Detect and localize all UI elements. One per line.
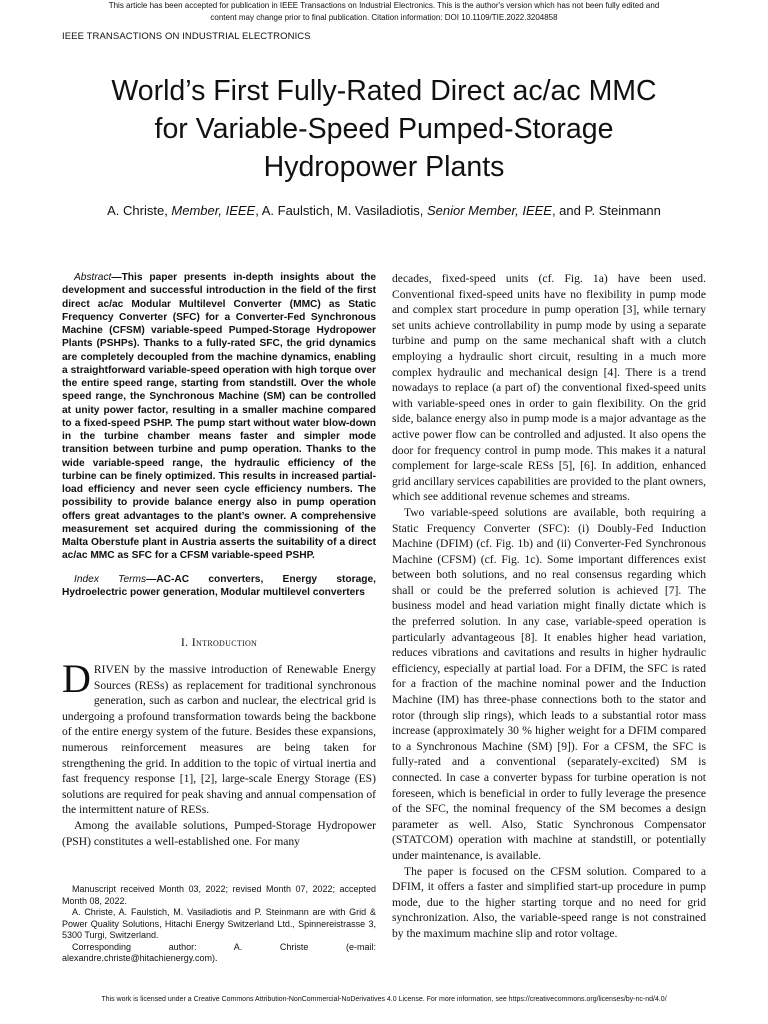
journal-name: IEEE TRANSACTIONS ON INDUSTRIAL ELECTRONICS	[62, 31, 311, 42]
right-column	[392, 271, 706, 942]
section-heading	[62, 635, 376, 650]
abstract	[62, 271, 376, 563]
title-line-2: for Variable-Speed Pumped-Storage	[154, 113, 614, 145]
drop-cap: D	[62, 656, 91, 701]
author-2-3: , A. Faulstich, M. Vasiladiotis,	[255, 203, 427, 218]
author-4: , and P. Steinmann	[551, 203, 661, 218]
intro-paragraph-1-text: RIVEN by the massive introduction of Renewable Energy Sources (RESs) as replacement for traditional synchronous generation, such as carbon and nuclear, the electrical grid is undergoing a profound transformation towards being the backbone of the entire energy system of the future. Besides these expansions, numerous reinforcement measures are being taken for strengthening the grid. In addition to the topic of virtual inertia and fast frequency response [1], [2], large-scale Energy Storage (ES) solutions are required for peak shaving and annual compensation of the intermittent nature of RESs.	[62, 663, 376, 817]
right-paragraph-2: Two variable-speed solutions are available, both requiring a Static Frequency Converter (SFC): (i) Doubly-Fed Induction Machine (DFIM) (cf. Fig. 1b) and (ii) Converter-Fed Synchronous Machine (CFSM) (cf. Fig. 1c). Some important differences exist between both solutions, and no real consensus regarding which shall or could be the preferred solution is achieved [7]. The business model and head variation might finally dictate which is the preferred solution. In any case, variable-speed operation is particularly advantageous [8]. It enables higher head variation, reduces vibrations and cavitations and results in higher hydraulic efficiency, especially at partial load. For a DFIM, the SFC is rated for a fraction of the machine nominal power and the Induction Machine (IM) has three-phase connections both to the stator and rotor (through slip rings), which leads to a substantial rotor mass increase (approximately 30 % higher weight for a DFIM compared to a Synchronous Machine (SM) [9]). For a CFSM, the SFC is fully-rated and a conventional (separately-excited) SM is connected. In case a converter bypass for turbine operation is not foreseen, which is beneficial in order to fully leverage the presence of the SFC, the nominal frequency of the SM becomes a design parameter as well. Also, Static Synchronous Compensator (STATCOM) operation with machine at standstill, or potentially under maintenance, is available.	[392, 505, 706, 862]
index-terms	[62, 573, 376, 600]
footnote-corresponding: Corresponding author: A. Christe (e-mail: alexandre.christe@hitachienergy.com).	[62, 941, 376, 963]
paper-title	[40, 72, 728, 186]
author-3-role: Senior Member, IEEE	[426, 203, 552, 218]
footnote-received: Manuscript received Month 03, 2022; revised Month 07, 2022; accepted Month 08, 2022.	[62, 884, 376, 906]
footnote	[62, 884, 376, 965]
notice-line-2: content may change prior to final publication. Citation information: DOI 10.1109/TIE.2022.3204858	[210, 13, 558, 22]
publication-notice	[0, 0, 768, 24]
author-1-role: Member, IEEE	[171, 203, 256, 218]
right-paragraph-3: The paper is focused on the CFSM solution. Compared to a DFIM, it offers a faster and simplified start-up procedure in pump mode, due to the higher starting torque and no need for grid synchronization. Also, the variable-speed range is not constrained by the maximum machine slip and rotor voltage.	[392, 864, 706, 940]
abstract-text: —This paper presents in-depth insights about the development and successful introduction in the field of the first direct ac/ac Modular Multilevel Converter (MMC) as Static Frequency Converter (SFC) for a Converter-Fed Synchronous Machine (CFSM) variable-speed Pumped-Storage Hydropower Plants (PSHPs). Thanks to a fully-rated SFC, the grid dynamics are completely decoupled from the machine dynamics, enabling a straightforward variable-speed operation with high torque over the entire speed range, starting from standstill. Over the whole speed range, the Synchronous Machine (SM) can be controlled at unity power factor, resulting in a smaller machine compared to a fixed-speed PSHP. The pump start without water blow-down in the turbine chamber means faster and simpler mode transition between turbine and pump operation. Thanks to the wide variable-speed range, the hydraulic efficiency of the turbine can be finely optimized. This results in increased partial-load efficiency and never seen cycle efficiency numbers. The possibility to provide balance energy also in pump operation offers great advantages to the plant’s owner. A comprehensive measurement set acquired during the commissioning of the Malta Oberstufe plant in Austria asserts the suitability of a direct ac/ac MMC as SFC for a CFSM variable-speed PSHP.	[62, 272, 376, 562]
section-name: Introduction	[191, 635, 258, 649]
notice-line-1: This article has been accepted for publication in IEEE Transactions on Industrial Electronics. This is the author's version which has not been fully edited and	[108, 1, 660, 10]
left-column	[62, 271, 376, 849]
right-paragraph-1: decades, fixed-speed units (cf. Fig. 1a) have been used. Conventional fixed-speed units have no flexibility in pump mode and complex start procedure in pump operation [3], while ternary set units achieve controllability in pump mode by using a separate turbine and pump on the same mechanical shaft with a clutch employing a hydraulic short circuit, resulting in a much more complex hydraulic and mechanical design [4]. There is a trend nowadays to replace (a part of) the conventional fixed-speed units with variable-speed ones in order to gain flexibility. On the grid side, balance energy also in pump mode is a major advantage as the active power flow can be controlled and adjusted. It also opens the door for frequency control in pump mode. This makes it a natural complement for large-scale RESs [5], [6]. In addition, enhanced grid ancillary services capabilities are provided to the plant owners, which see additional revenue schemes and streams.	[392, 272, 706, 504]
title-line-1: World’s First Fully-Rated Direct ac/ac MMC	[111, 75, 657, 107]
index-terms-text: —AC-AC converters, Energy storage, Hydroelectric power generation, Modular multilevel converters	[62, 573, 376, 598]
index-terms-label: Index Terms	[74, 573, 147, 585]
license-footer: This work is licensed under a Creative Commons Attribution-NonCommercial-NoDerivatives 4.0 License. For more information, see https://creativecommons.org/licenses/by-nc-nd/4.0/	[101, 996, 667, 1003]
intro-paragraph-2: Among the available solutions, Pumped-Storage Hydropower (PSH) constitutes a well-established one. For many	[62, 818, 376, 848]
footnote-affiliation: A. Christe, A. Faulstich, M. Vasiladiotis and P. Steinmann are with Grid & Power Quality Solutions, Hitachi Energy Switzerland Ltd., Spinnereistrasse 3, 5300 Turgi, Switzerland.	[62, 907, 376, 940]
title-line-3: Hydropower Plants	[263, 151, 505, 183]
author-list	[40, 203, 728, 218]
section-number: I.	[180, 635, 192, 649]
author-1: A. Christe,	[107, 203, 172, 218]
abstract-label: Abstract	[74, 272, 112, 283]
intro-paragraph-1	[62, 656, 376, 818]
